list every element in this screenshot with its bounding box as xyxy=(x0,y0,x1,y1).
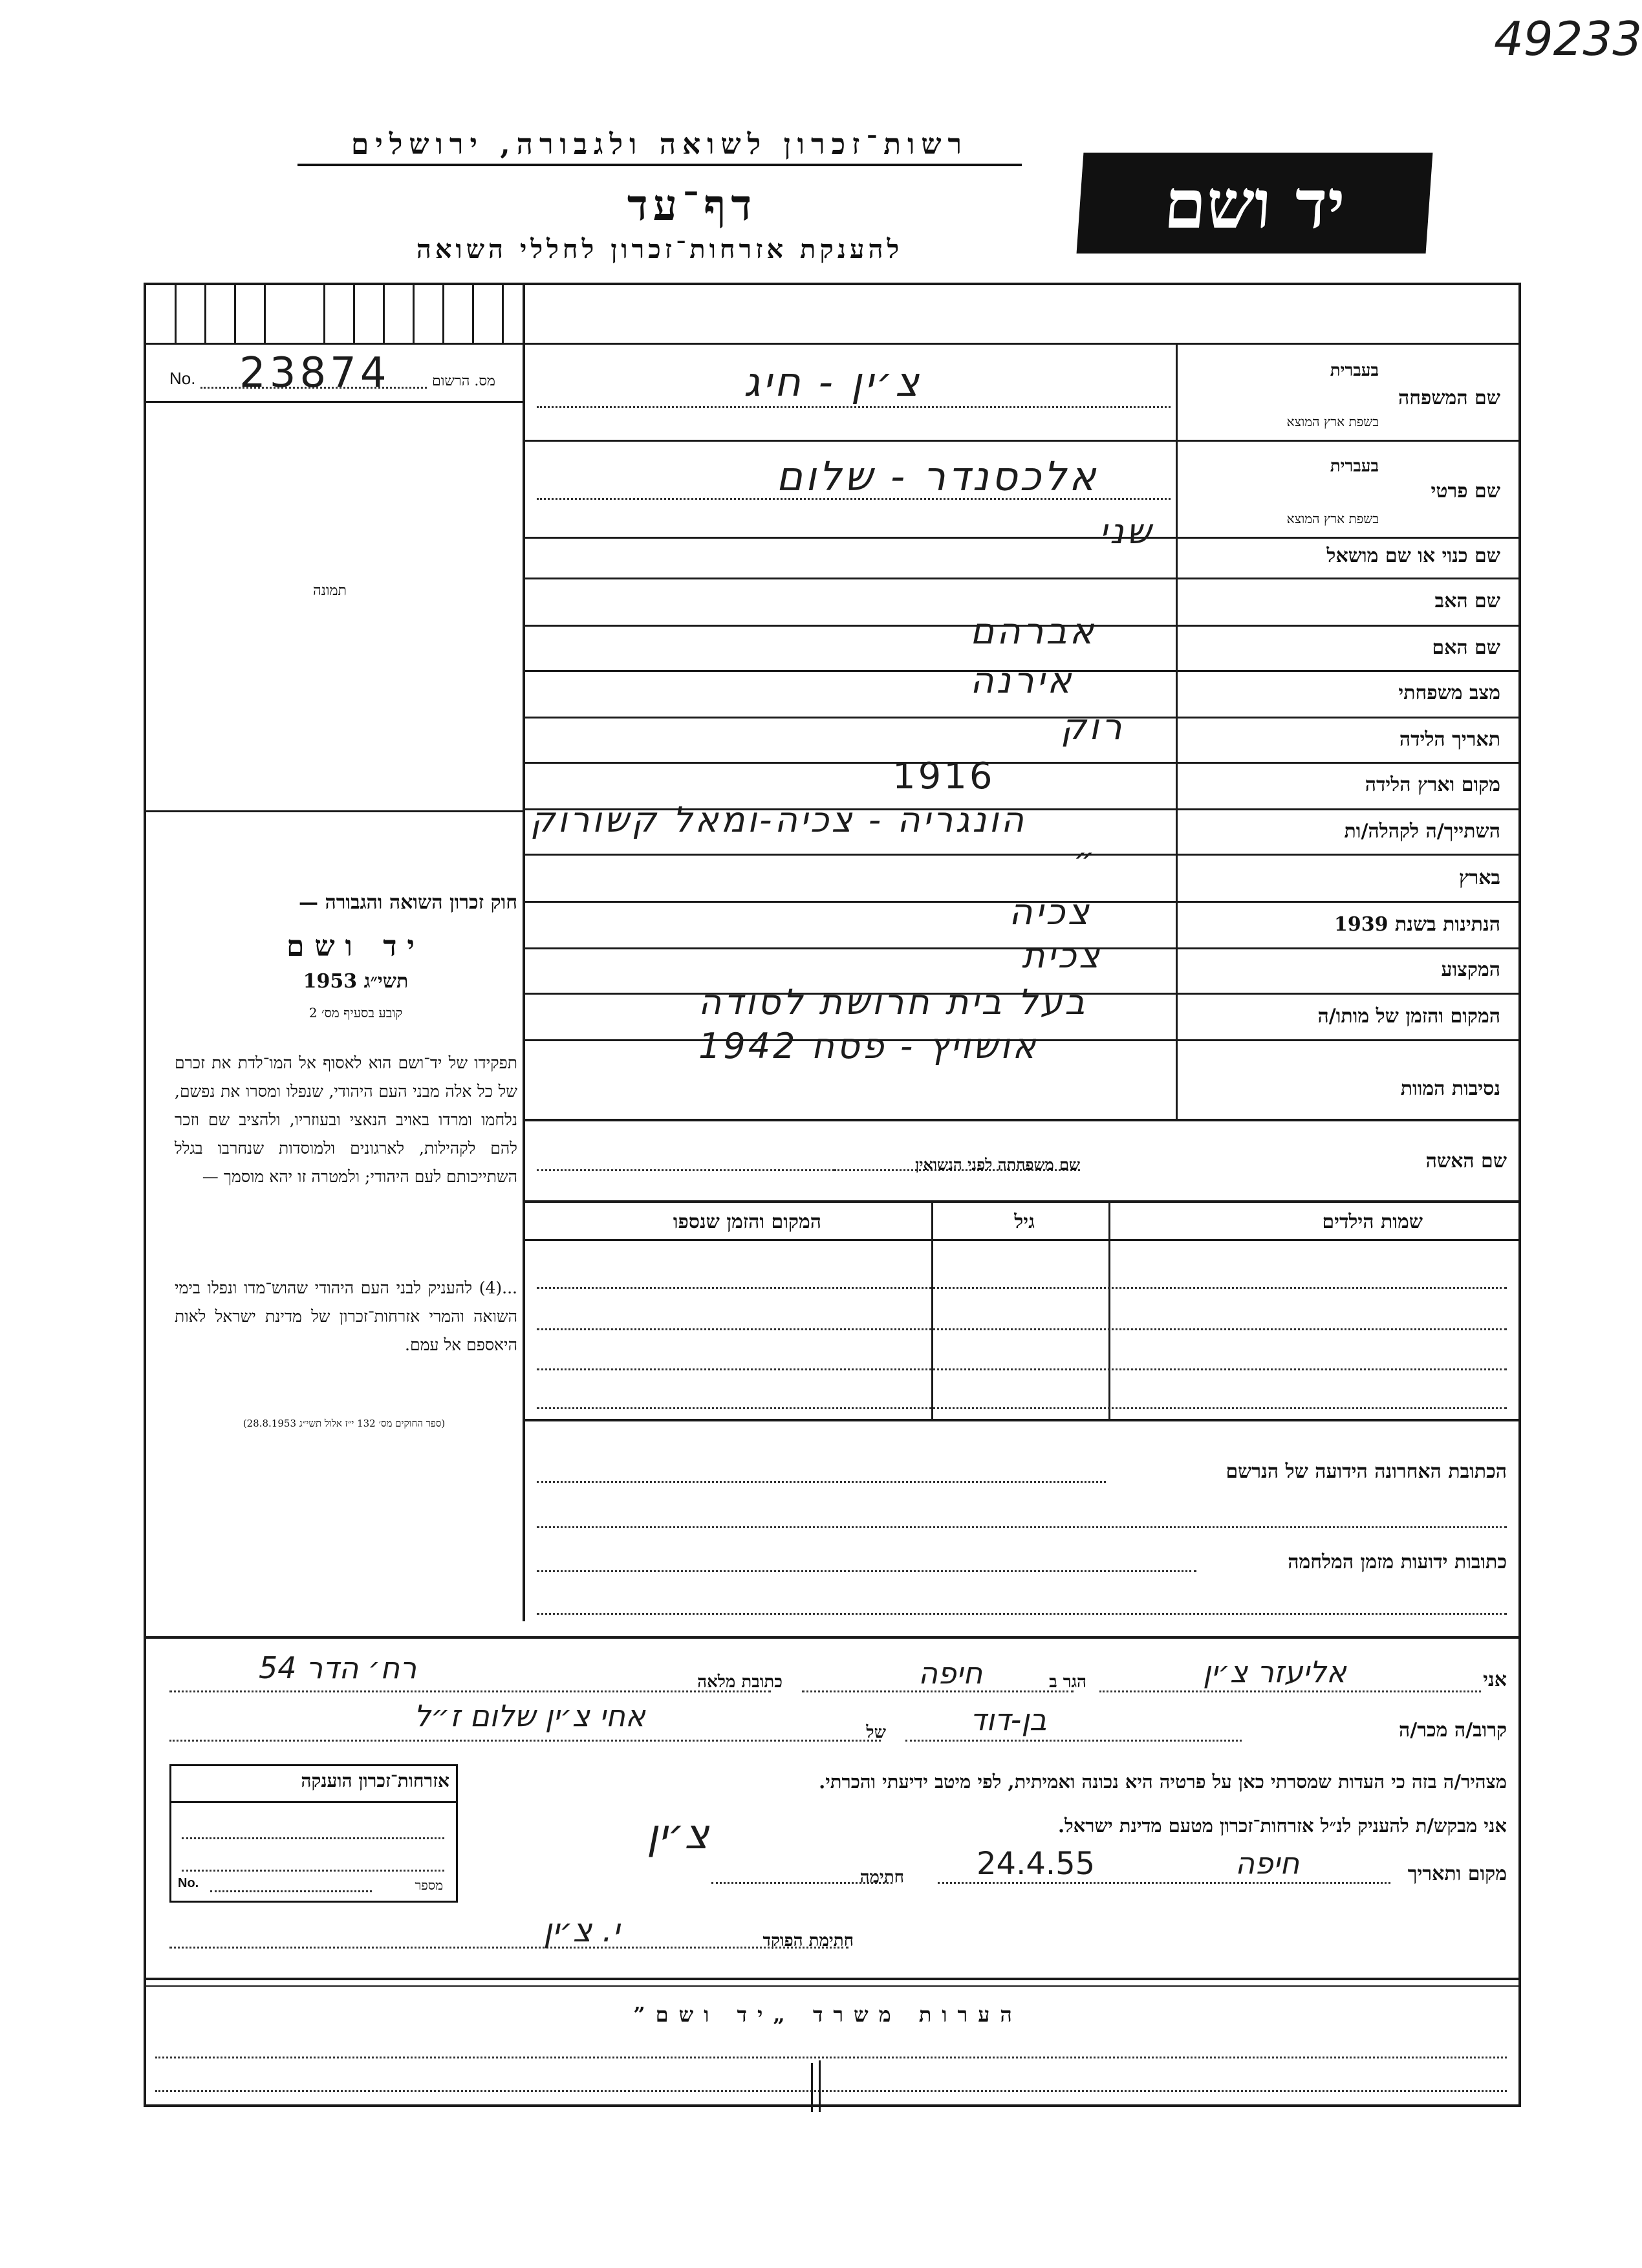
field-line xyxy=(905,1740,1242,1742)
law-note: קובע בסעיף מס׳ 2 xyxy=(308,1005,403,1021)
field-line xyxy=(711,1882,892,1884)
first-name-value: אלכסנדר - שלום xyxy=(776,453,1099,500)
full-address-label: כתובת מלאה xyxy=(697,1672,783,1692)
law-year: תשי״ג 1953 xyxy=(303,970,409,993)
citizenship-number-label: מספר xyxy=(415,1877,443,1893)
field-line xyxy=(537,1613,1507,1615)
field-line xyxy=(537,1481,1106,1483)
law-paragraph-1: תפקידו של יד־ושם הוא לאסוף אל המו־לדת את זכרם של כל אלה מבני העם היהודי, שנפלו ומסרו את נפשם, נלחמו ומרדו באויב הנאצי ובעוזריו, ולהציב שם וזכר להם לקהילות, לארגונים ולמוסדות שנחרבו בגלל השתייכותם לעם היהודי; ולמטרה זו יהא מוסמך — xyxy=(175,1053,517,1186)
registration-no-label-he: מס. הרשום xyxy=(432,373,495,389)
lives-in-value: חיפה xyxy=(918,1656,983,1690)
declarant-name: אליעזר צ׳ין xyxy=(1203,1654,1346,1689)
field-line xyxy=(938,1882,1390,1884)
law-citation: (ספר החוקים מס׳ 132 י״ז אלול תשי״ג 28.8.1953) xyxy=(243,1418,446,1429)
box-line xyxy=(210,1890,372,1892)
form-title: דף־עד xyxy=(627,180,757,230)
registration-bottom xyxy=(144,401,524,403)
notes-line xyxy=(155,2090,1507,2092)
notes-line xyxy=(155,2057,1507,2058)
grid-box-sep xyxy=(234,285,236,344)
table-row-line xyxy=(537,1328,1507,1330)
row-sep xyxy=(524,762,1520,764)
office-notes-top2 xyxy=(144,1985,1521,1987)
grid-box-sep xyxy=(353,285,355,344)
date-value: 24.4.55 xyxy=(977,1846,1096,1882)
field-line xyxy=(1099,1690,1481,1692)
yad-vashem-logo xyxy=(1077,153,1433,254)
last-address-label: הכתובת האחרונה הידועה של הנרשם xyxy=(1226,1460,1507,1483)
label-divider xyxy=(1176,343,1178,1119)
first-name-hebrew-label: בעברית xyxy=(1330,457,1379,476)
declaration-statement: מצהיר/ה בזה כי העדות שמסרתי כאן על פרטיה היא נכונה ואמיתית, לפי מיטב ידיעתי והכרתי. xyxy=(819,1771,1507,1793)
table-col-sep xyxy=(1108,1203,1110,1419)
family-name-value: צ׳ין - חיג xyxy=(744,358,922,405)
row-sep xyxy=(524,717,1520,718)
mother-name-value: אירנה xyxy=(970,660,1074,702)
of-label: של xyxy=(866,1723,886,1742)
profession-value: בעל בית חרושת לסודה xyxy=(698,982,1088,1022)
birth-place-value: הונגריה - צכיה-ומאל קשורוק xyxy=(530,799,1027,840)
grid-boxes-bottom xyxy=(144,343,524,345)
family-name-label: שם המשפחה xyxy=(1398,387,1500,409)
signature-label: חתימה xyxy=(859,1868,904,1887)
registration-no-label: No. xyxy=(169,369,196,388)
first-name-label: שם פרטי xyxy=(1431,480,1500,502)
box-line xyxy=(182,1870,444,1872)
field-line xyxy=(802,1690,1074,1692)
wife-name-label: שם האשה xyxy=(1425,1150,1507,1172)
grid-box-sep xyxy=(383,285,385,344)
field-line xyxy=(169,1690,771,1692)
community-label: השתייך/ה לקהלה/ות xyxy=(1344,820,1500,843)
birth-date-value: 1916 xyxy=(892,755,995,797)
birth-place-label: מקום וארץ הלידה xyxy=(1365,773,1500,796)
row-sep xyxy=(524,537,1520,539)
field-line xyxy=(537,1570,1196,1572)
law-name: יד ושם xyxy=(286,930,425,963)
table-row-line xyxy=(537,1368,1507,1370)
first-name-origin-label: בשפת ארץ המוצא xyxy=(1286,511,1379,526)
table-row-line xyxy=(537,1407,1507,1409)
country-label: בארץ xyxy=(1458,867,1500,889)
citizenship-1939-value: צכית xyxy=(1022,935,1103,976)
frame-left xyxy=(144,283,146,2106)
row-sep xyxy=(524,854,1520,856)
corner-number: 49233 xyxy=(1494,12,1642,66)
row-sep xyxy=(524,578,1520,579)
grid-box-sep xyxy=(472,285,474,344)
death-circumstances-label: נסיבות המוות xyxy=(1400,1077,1500,1100)
children-death-header: המקום והזמן שנספו xyxy=(673,1211,821,1233)
field-line xyxy=(537,1526,1507,1528)
law-heading: חוק זכרון השואה והגבורה — xyxy=(299,891,517,914)
box-line xyxy=(182,1837,444,1839)
right-header-bottom xyxy=(524,343,1520,345)
place-date-label: מקום ותאריך xyxy=(1407,1863,1507,1885)
addresses-bottom xyxy=(144,1636,1521,1639)
relative-value: בן-דוד xyxy=(970,1702,1047,1737)
wife-maiden-name-label: שם משפחתה לפני הנשואין xyxy=(915,1155,1080,1174)
row-sep xyxy=(524,440,1520,442)
frame-top xyxy=(144,283,1521,285)
office-notes-top xyxy=(144,1978,1521,1980)
row-sep xyxy=(524,1119,1520,1121)
birth-date-label: תאריך הלידה xyxy=(1399,728,1500,751)
grid-box-sep xyxy=(264,285,266,344)
wife-row-bottom xyxy=(524,1200,1520,1203)
nickname-label: שם כנוי או שם מושאל xyxy=(1326,545,1500,567)
field-line xyxy=(537,406,1171,408)
marital-status-value: רוק xyxy=(1061,706,1125,748)
war-addresses-label: כתובות ידועות מזמן המלחמה xyxy=(1288,1551,1507,1573)
office-notes-title: הערות משרד „יד ושם” xyxy=(633,2002,1022,2027)
country-value: צכיה xyxy=(1009,891,1092,933)
officer-signature-label: חתימת הפוקד xyxy=(762,1931,854,1950)
grid-box-sep xyxy=(175,285,177,344)
authority-name: רשות־זכרון לשואה ולגבורה, ירושלים xyxy=(297,128,1022,166)
mother-name-label: שם האם xyxy=(1432,636,1500,659)
grid-box-sep xyxy=(413,285,415,344)
signature-value: צ׳ין xyxy=(647,1811,709,1859)
death-place-value: אושויץ - פסח 1942 xyxy=(698,1026,1039,1066)
children-age-header: גיל xyxy=(1014,1211,1035,1233)
of-value: אחי צ׳ין שלום ז״ל xyxy=(414,1698,645,1733)
relative-label: קרוב/ה מכר/ה xyxy=(1399,1719,1507,1742)
children-names-header: שמות הילדים xyxy=(1322,1211,1423,1233)
place-value: חיפה xyxy=(1235,1846,1300,1881)
field-line xyxy=(169,1947,848,1949)
lives-in-label: הגר ב xyxy=(1049,1672,1086,1692)
community-value: ״ xyxy=(1074,841,1097,878)
death-place-label: המקום והזמן של מותו/ה xyxy=(1317,1005,1500,1028)
logo-text: יד ושם xyxy=(1161,164,1348,244)
frame-bottom xyxy=(144,2104,1521,2107)
full-address-value: רח׳ הדר 54 xyxy=(259,1650,417,1685)
citizenship-granted-title: אזרחות־זכרון הוענקה xyxy=(301,1770,449,1791)
box-divider xyxy=(171,1801,456,1803)
grid-box-sep xyxy=(502,285,504,344)
officer-signature-value: י. צ׳ין xyxy=(543,1912,620,1949)
table-bottom xyxy=(524,1419,1520,1421)
declaration-request: אני מבקש/ת להעניק לנ״ל אזרחות־זכרון מטעם מדינת ישראל. xyxy=(1058,1815,1507,1837)
photo-bottom xyxy=(144,810,524,812)
family-name-origin-label: בשפת ארץ המוצא xyxy=(1286,414,1379,429)
father-name-value: אברהם xyxy=(970,610,1097,653)
frame-right xyxy=(1518,283,1521,2106)
father-name-label: שם האב xyxy=(1434,590,1500,612)
citizenship-1939-label: הנתינות בשנת 1939 xyxy=(1334,913,1500,936)
grid-box-sep xyxy=(323,285,325,344)
citizenship-no-label: No. xyxy=(178,1876,199,1890)
table-col-sep xyxy=(931,1203,933,1419)
marital-status-label: מצב משפחתי xyxy=(1398,682,1500,704)
field-line xyxy=(169,1740,881,1742)
grid-box-sep xyxy=(204,285,206,344)
declarant-label: אני xyxy=(1483,1669,1507,1691)
law-paragraph-2: ...(4) להעניק לבני העם היהודי שהוש־מדו ונפלו בימי השואה והמרי אזרחות־זכרון של מדינת ישראל לאות היאספם אל עמם. xyxy=(175,1279,517,1354)
registration-no-value: 23874 xyxy=(239,349,391,397)
form-subtitle: להענקת אזרחות־זכרון לחללי השואה xyxy=(416,234,903,265)
nickname-value: שני xyxy=(1099,511,1154,552)
grid-box-sep xyxy=(442,285,444,344)
table-row-line xyxy=(537,1287,1507,1289)
citizenship-granted-box xyxy=(169,1764,458,1903)
photo-label: תמונה xyxy=(313,583,347,599)
table-header-bottom xyxy=(524,1239,1520,1241)
field-line xyxy=(537,1169,834,1171)
family-name-hebrew-label: בעברית xyxy=(1330,361,1379,380)
profession-label: המקצוע xyxy=(1441,958,1500,981)
